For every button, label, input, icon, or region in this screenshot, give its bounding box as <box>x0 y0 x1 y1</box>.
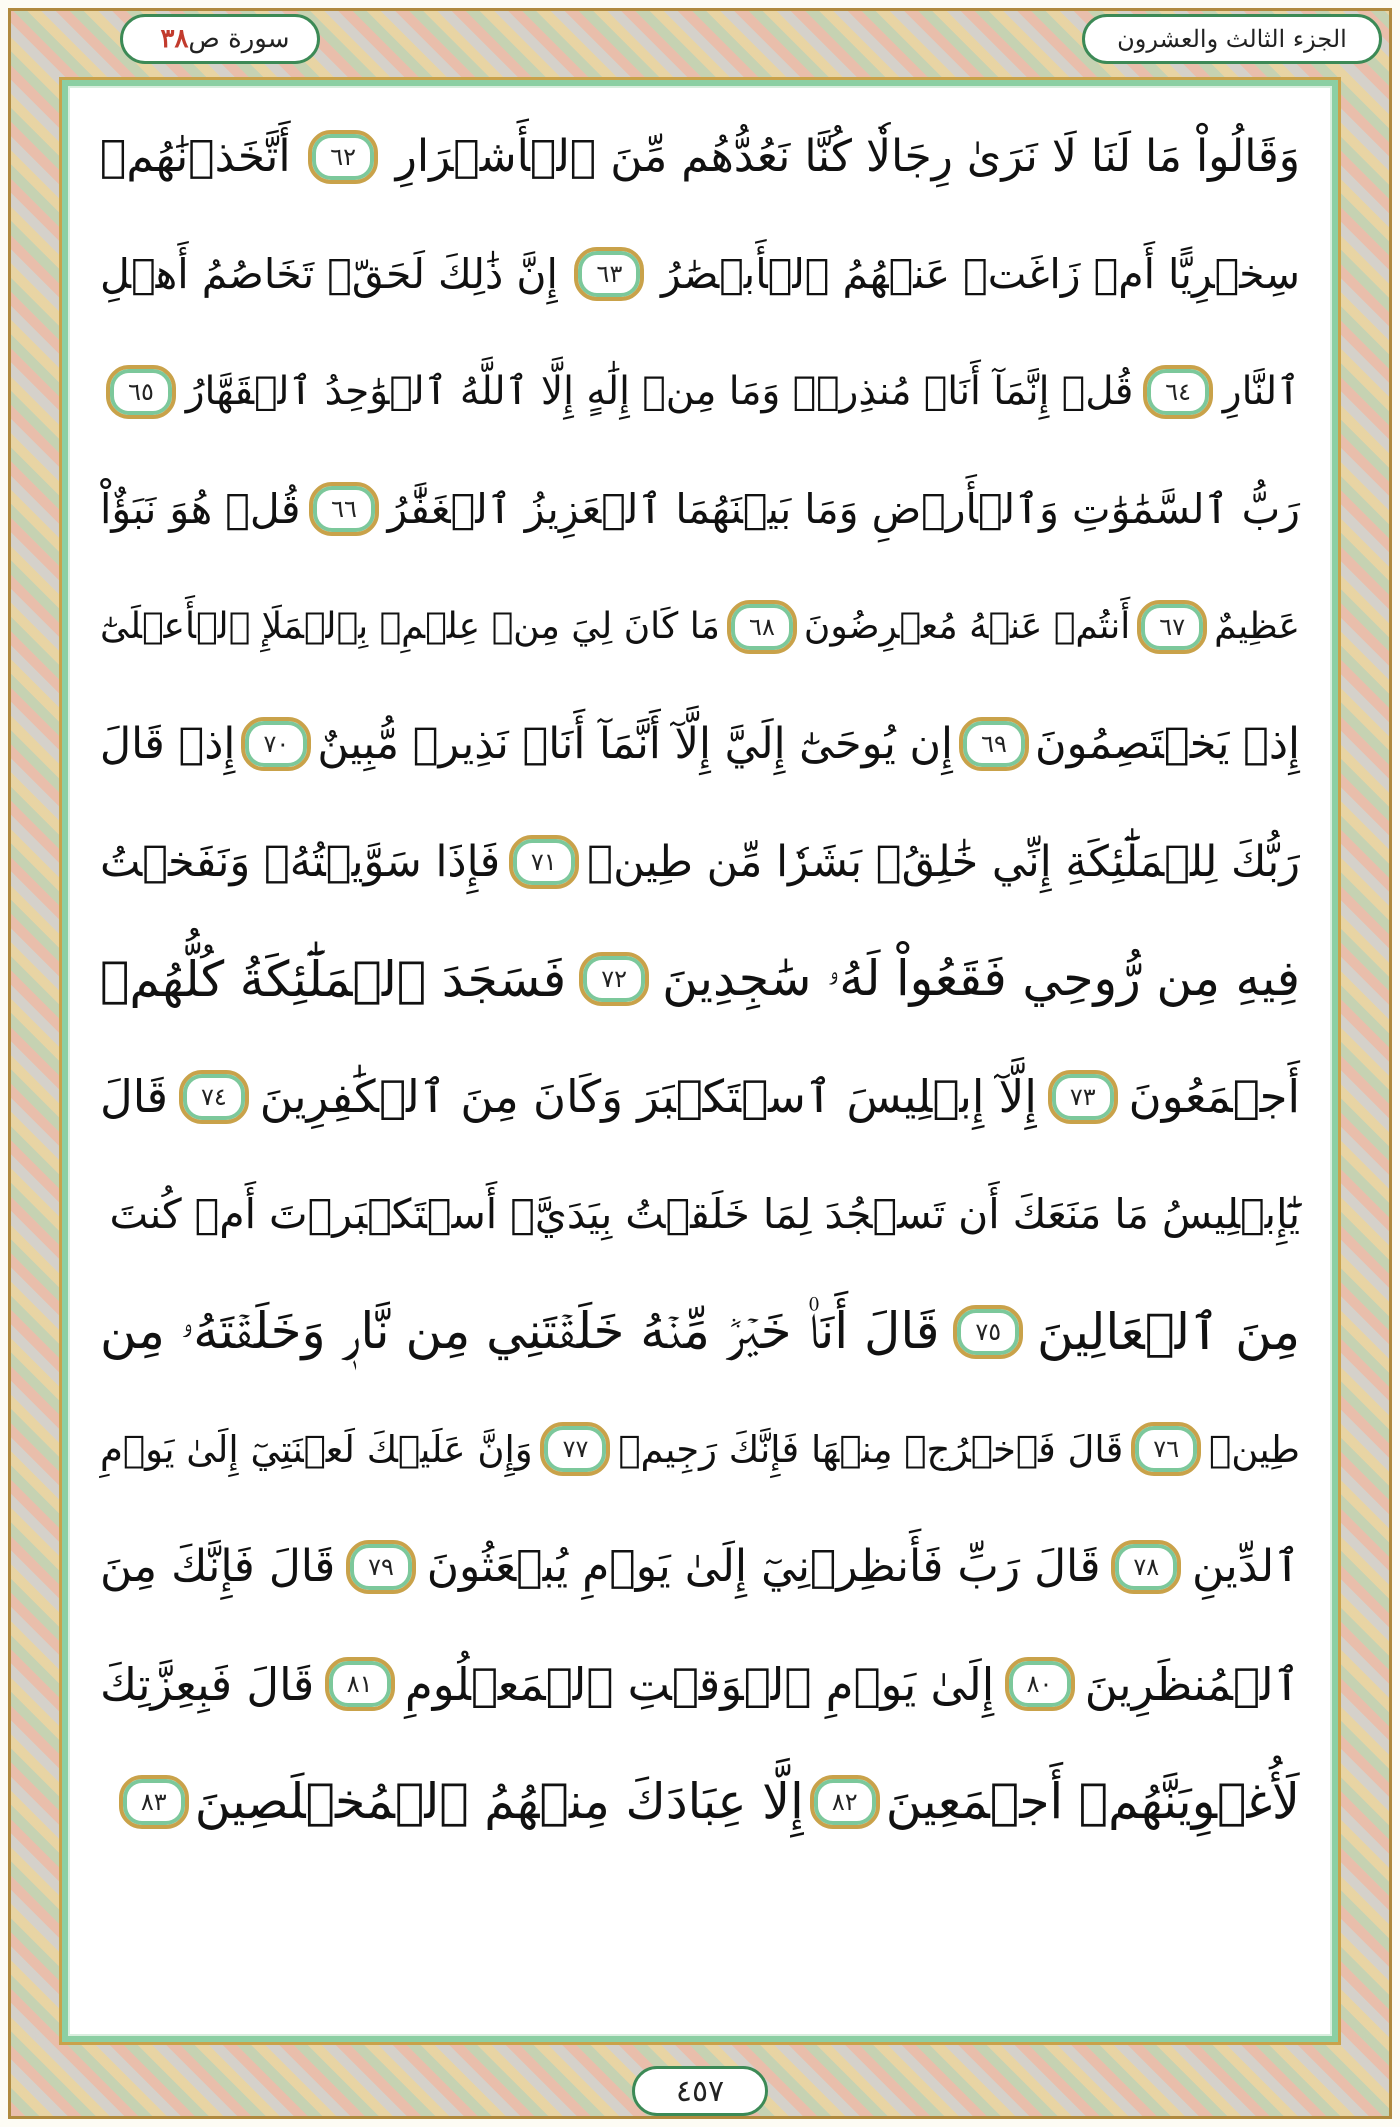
ayah-number-marker: ٧٦ <box>1131 1422 1201 1476</box>
ayah-number-marker: ٧٩ <box>346 1540 416 1594</box>
text-line <box>100 1038 1300 1156</box>
verse-text: فَسَجَدَ ٱلۡمَلَٰٓئِكَةُ كُلُّهُمۡ <box>100 950 567 1008</box>
ayah-number-marker: ٦٨ <box>727 600 797 654</box>
verse-text: رَبُّ ٱلسَّمَٰوَٰتِ وَٱلۡأَرۡضِ وَمَا بَيۡنَهُمَا ٱلۡعَزِيزُ ٱلۡغَفَّٰرُ <box>387 485 1300 534</box>
verse-text: إِن يُوحَىٰٓ إِلَيَّ إِلَّآ أَنَّمَآ أَنَا۠ نَذِيرٞ مُّبِينٌ <box>317 719 953 770</box>
verse-text: إِلَّآ إِبۡلِيسَ ٱسۡتَكۡبَرَ وَكَانَ مِنَ ٱلۡكَٰفِرِينَ <box>259 1070 1037 1124</box>
ayah-number-marker: ٧٠ <box>241 717 311 771</box>
text-line <box>100 568 1300 686</box>
verse-text: قَالَ أَنَا۠ خَيۡرٞ مِّنۡهُ خَلَقۡتَنِي مِن نَّارٖ وَخَلَقۡتَهُۥ مِن <box>100 1302 940 1361</box>
verse-text: قَالَ فَٱخۡرُجۡ مِنۡهَا فَإِنَّكَ رَجِيمٞ <box>618 1427 1124 1471</box>
verse-text: قُلۡ إِنَّمَآ أَنَا۠ مُنذِرٞۖ وَمَا مِنۡ إِلَٰهٍ إِلَّا ٱللَّهُ ٱلۡوَٰحِدُ ٱلۡقَهَّارُ <box>185 369 1134 415</box>
surah-name: سورة ص <box>188 24 290 54</box>
verse-text: إِذۡ يَخۡتَصِمُونَ <box>1034 719 1300 770</box>
verse-text: سِخۡرِيًّا أَمۡ زَاغَتۡ عَنۡهُمُ ٱلۡأَبۡصَٰرُ <box>661 250 1300 299</box>
ayah-number-marker: ٧٨ <box>1111 1540 1181 1594</box>
ayah-number-marker: ٧٥ <box>953 1305 1023 1359</box>
ayah-number-marker: ٧١ <box>509 835 579 889</box>
verse-text: قَالَ رَبِّ فَأَنظِرۡنِيٓ إِلَىٰ يَوۡمِ يُبۡعَثُونَ <box>426 1541 1101 1593</box>
verse-text: طِينٖ <box>1209 1427 1300 1471</box>
verse-text: إِلَىٰ يَوۡمِ ٱلۡوَقۡتِ ٱلۡمَعۡلُومِ <box>404 1657 995 1711</box>
verse-text: يَٰٓإِبۡلِيسُ مَا مَنَعَكَ أَن تَسۡجُدَ لِمَا خَلَقۡتُ بِيَدَيَّۖ أَسۡتَكۡبَرۡتَ أَمۡ كُنتَ <box>109 1190 1300 1239</box>
ayah-number-marker: ٨٣ <box>119 1775 189 1829</box>
ayah-number-marker: ٦٥ <box>106 365 176 419</box>
text-line <box>100 98 1300 216</box>
ayah-number-marker: ٨٢ <box>810 1775 880 1829</box>
text-line <box>100 333 1300 451</box>
text-line <box>100 1508 1300 1626</box>
verse-text: فِيهِ مِن رُّوحِي فَقَعُواْ لَهُۥ سَٰجِدِينَ <box>662 950 1300 1008</box>
verse-text: مَا كَانَ لِيَ مِنۡ عِلۡمِۭ بِٱلۡمَلَإِ ٱلۡأَعۡلَىٰٓ <box>100 606 720 648</box>
verse-text: إِنَّ ذَٰلِكَ لَحَقّٞ تَخَاصُمُ أَهۡلِ <box>100 250 558 299</box>
ayah-number-marker: ٦٧ <box>1137 600 1207 654</box>
verse-text: قَالَ فَبِعِزَّتِكَ <box>100 1657 315 1711</box>
text-line <box>100 1156 1300 1274</box>
surah-header <box>120 14 320 64</box>
verse-text: أَجۡمَعُونَ <box>1128 1070 1300 1124</box>
text-line <box>100 1391 1300 1509</box>
verse-text: لَأُغۡوِيَنَّهُمۡ أَجۡمَعِينَ <box>885 1773 1300 1831</box>
text-line <box>100 1626 1300 1744</box>
verse-text: إِلَّا عِبَادَكَ مِنۡهُمُ ٱلۡمُخۡلَصِينَ <box>194 1773 804 1831</box>
verse-text: عَظِيمٌ <box>1214 606 1300 648</box>
ayah-number-marker: ٨١ <box>325 1657 395 1711</box>
verse-text: فَإِذَا سَوَّيۡتُهُۥ وَنَفَخۡتُ <box>100 836 501 887</box>
verse-text: مِنَ ٱلۡعَالِينَ <box>1036 1302 1300 1361</box>
verse-text: قَالَ <box>100 1070 168 1124</box>
verse-text: وَإِنَّ عَلَيۡكَ لَعۡنَتِيٓ إِلَىٰ يَوۡمِ <box>100 1427 533 1471</box>
ayah-number-marker: ٦٤ <box>1143 365 1213 419</box>
text-line <box>100 686 1300 804</box>
verse-text: رَبُّكَ لِلۡمَلَٰٓئِكَةِ إِنِّي خَٰلِقُۢ بَشَرٗا مِّن طِينٖ <box>587 836 1300 887</box>
verse-text: ٱلدِّينِ <box>1191 1541 1300 1593</box>
verse-text: إِذۡ قَالَ <box>99 719 236 770</box>
text-line <box>100 803 1300 921</box>
ayah-number-marker: ٦٩ <box>959 717 1029 771</box>
verse-text: وَقَالُواْ مَا لَنَا لَا نَرَىٰ رِجَالٗا كُنَّا نَعُدُّهُم مِّنَ ٱلۡأَشۡرَارِ <box>395 131 1300 183</box>
ayah-number-marker: ٨٠ <box>1005 1657 1075 1711</box>
ayah-number-marker: ٦٦ <box>309 482 379 536</box>
text-line <box>100 921 1300 1039</box>
ayah-number-marker: ٧٤ <box>179 1070 249 1124</box>
text-line <box>100 1743 1300 1861</box>
verse-text: ٱلۡمُنظَرِينَ <box>1084 1657 1300 1711</box>
page-number: ٤٥٧ <box>632 2066 768 2116</box>
text-line <box>100 451 1300 569</box>
quran-text-block <box>100 98 1300 1861</box>
ayah-number-marker: ٦٣ <box>574 247 644 301</box>
verse-text: قُلۡ هُوَ نَبَؤٌاْ <box>100 485 301 534</box>
text-line <box>100 1273 1300 1391</box>
verse-text: أَنتُمۡ عَنۡهُ مُعۡرِضُونَ <box>803 606 1131 648</box>
juz-label: الجزء الثالث والعشرون <box>1082 14 1382 64</box>
verse-text: أَتَّخَذۡنَٰهُمۡ <box>100 131 291 183</box>
surah-number: ٣٨ <box>160 24 189 54</box>
ayah-number-marker: ٧٣ <box>1048 1070 1118 1124</box>
ayah-number-marker: ٧٧ <box>540 1422 610 1476</box>
verse-text: ٱلنَّارِ <box>1222 369 1300 415</box>
verse-text: قَالَ فَإِنَّكَ مِنَ <box>100 1541 336 1593</box>
text-line <box>100 216 1300 334</box>
ayah-number-marker: ٧٢ <box>579 952 649 1006</box>
ayah-number-marker: ٦٢ <box>308 130 378 184</box>
